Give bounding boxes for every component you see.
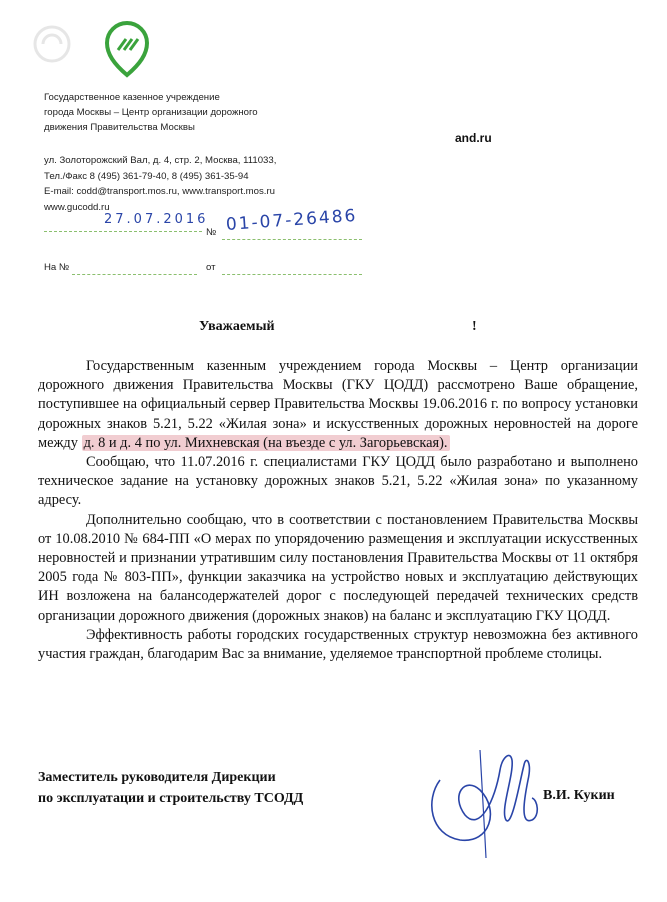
- watermark-emblem-icon: [30, 22, 74, 66]
- paragraph-1: Государственным казенным учреждением города Москвы – Центр организации дорожного движения Правительства Москвы (ГКУ ЦОДД) рассмотрено Ваше обращение, поступившее на официальный сервер Правительства Москвы 19.06.2016 г. по вопросу установки дорожных знаков 5.21, 5.22 «Жилая зона» и искусственных дорожных неровностей на дороге между д. 8 и д. 4 по ул. Михневская (на въезде с ул. Загорьевская).: [38, 358, 638, 451]
- signatory-title: Заместитель руководителя Дирекции по эксплуатации и строительству ТСОДД: [38, 770, 304, 806]
- website: www.gucodd.ru: [44, 201, 110, 213]
- handwritten-signature: [420, 740, 550, 860]
- document-date: 27.07.2016: [104, 212, 209, 227]
- signatory-name: В.И. Кукин: [543, 788, 615, 803]
- address: ул. Золоторожский Вал, д. 4, стр. 2, Москва, 111033,: [44, 155, 277, 166]
- paragraph-3: Дополнительно сообщаю, что в соответствии с постановлением Правительства Москвы от 10.08.2010 № 684-ПП «О мерах по упорядочению размещения и эксплуатации искусственных неровностей и признании утратившим силу постановления Правительства Москвы от 11 октября 2005 года № 803-ПП», функции заказчика на устройство новых и эксплуатацию действующих ИН возложена на балансодержателей дорог с последующей передачей технических средств организации дорожного движения (дорожных знаков) на баланс и эксплуатацию ГКУ ЦОДД.: [38, 511, 638, 624]
- date-line: [44, 230, 202, 232]
- number-line: [222, 238, 362, 240]
- reply-number-line: [72, 273, 197, 275]
- organization-name: Государственное казенное учреждение города Москвы – Центр организации дорожного движения Правительства Москвы: [44, 92, 258, 133]
- phone-fax: Тел./Факс 8 (495) 361-79-40, 8 (495) 361-35-94: [44, 170, 249, 182]
- document-number: 01-07-26486: [225, 205, 359, 235]
- paragraph-4: Эффективность работы городских государственных структур невозможна без активного участия граждан, благодарим Вас за внимание, уделяемое транспортной проблеме столицы.: [38, 626, 638, 663]
- reply-date-line: [222, 273, 362, 275]
- salutation-end: !: [472, 319, 477, 334]
- paragraph-2: Сообщаю, что 11.07.2016 г. специалистами ГКУ ЦОДД было разработано и выполнено техническое задание на установку дорожных знаков 5.21, 5.22 «Жилая зона» по указанному адресу.: [38, 454, 638, 509]
- highlighted-address: д. 8 и д. 4 по ул. Михневская (на въезде с ул. Загорьевская).: [83, 434, 448, 451]
- partial-recipient-text: and.ru: [455, 131, 492, 145]
- contact-info: [44, 153, 276, 215]
- logo-icon: [104, 20, 150, 78]
- salutation: Уважаемый: [199, 319, 275, 334]
- letter-body: [38, 357, 638, 664]
- email: E-mail: codd@transport.mos.ru, www.transport.mos.ru: [44, 186, 275, 197]
- reply-number-label: На №: [44, 262, 70, 273]
- number-label: №: [206, 227, 217, 238]
- reply-date-label: от: [206, 262, 216, 273]
